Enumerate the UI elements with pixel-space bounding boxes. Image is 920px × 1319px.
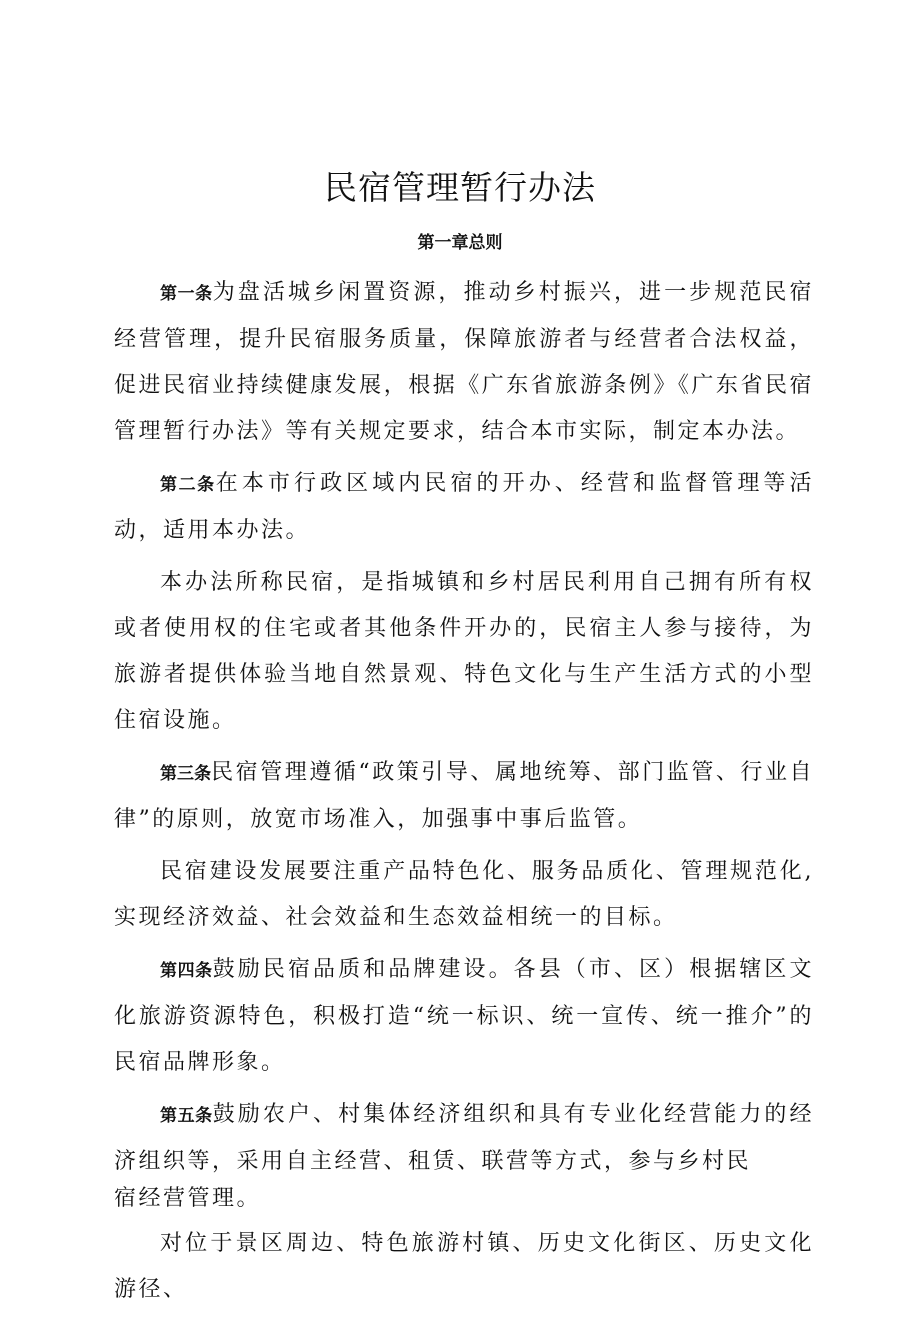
article-number: 第四条 bbox=[160, 961, 213, 981]
article-number: 第三条 bbox=[160, 764, 212, 784]
paragraph-text: 民宿管理遵循“政策引导、属地统筹、部门监管、行业自律”的原则，放宽市场准入，加强事中事后监管。 bbox=[114, 760, 815, 832]
paragraph-text: 本办法所称民宿，是指城镇和乡村居民利用自己拥有所有权或者使用权的住宅或者其他条件开办的，民宿主人参与接待，为旅游者提供体验当地自然景观、特色文化与生产生活方式的小型住宿设施。 bbox=[114, 570, 814, 733]
paragraph-text: 鼓励民宿品质和品牌建设。各县（市、区）根据辖区文化旅游资源特色，积极打造“统一标识、统一宣传、统一推介”的民宿品牌形象。 bbox=[114, 957, 814, 1075]
paragraph-text: 鼓励农户、村集体经济组织和具有专业化经营能力的经济组织等，采用自主经营、租赁、联营等方式，参与乡村民 bbox=[114, 1102, 814, 1174]
document-title: 民宿管理暂行办法 bbox=[324, 168, 596, 207]
scenic-area-paragraph bbox=[114, 1221, 814, 1313]
article-number: 第二条 bbox=[160, 475, 216, 495]
development-goals-paragraph bbox=[114, 849, 814, 941]
article-5-paragraph bbox=[114, 1092, 814, 1215]
document-body bbox=[114, 270, 814, 1319]
paragraph-text: 为盘活城乡闲置资源，推动乡村振兴，进一步规范民宿经营管理，提升民宿服务质量，保障旅游者与经营者合法权益，促进民宿业持续健康发展，根据《广东省旅游条例》《广东省民宿管理暂行办法》等有关规定要求，结合本市实际，制定本办法。 bbox=[114, 280, 814, 444]
chapter-heading: 第一章总则 bbox=[417, 233, 503, 253]
article-number: 第五条 bbox=[160, 1106, 213, 1126]
article-2-paragraph bbox=[114, 461, 814, 554]
paragraph-text: 对位于景区周边、特色旅游村镇、历史文化街区、历史文化游径、 bbox=[114, 1231, 814, 1302]
article-1-paragraph bbox=[114, 270, 814, 455]
article-4-paragraph bbox=[114, 947, 814, 1086]
article-number: 第一条 bbox=[160, 284, 213, 304]
definition-paragraph bbox=[114, 560, 814, 744]
article-3-paragraph bbox=[114, 750, 814, 843]
paragraph-text: 在本市行政区域内民宿的开办、经营和监督管理等活动，适用本办法。 bbox=[114, 471, 814, 543]
paragraph-text: 民宿建设发展要注重产品特色化、服务品质化、管理规范化,实现经济效益、社会效益和生态效益相统一的目标。 bbox=[114, 859, 814, 930]
paragraph-text-tail: 宿经营管理。 bbox=[114, 1186, 262, 1211]
